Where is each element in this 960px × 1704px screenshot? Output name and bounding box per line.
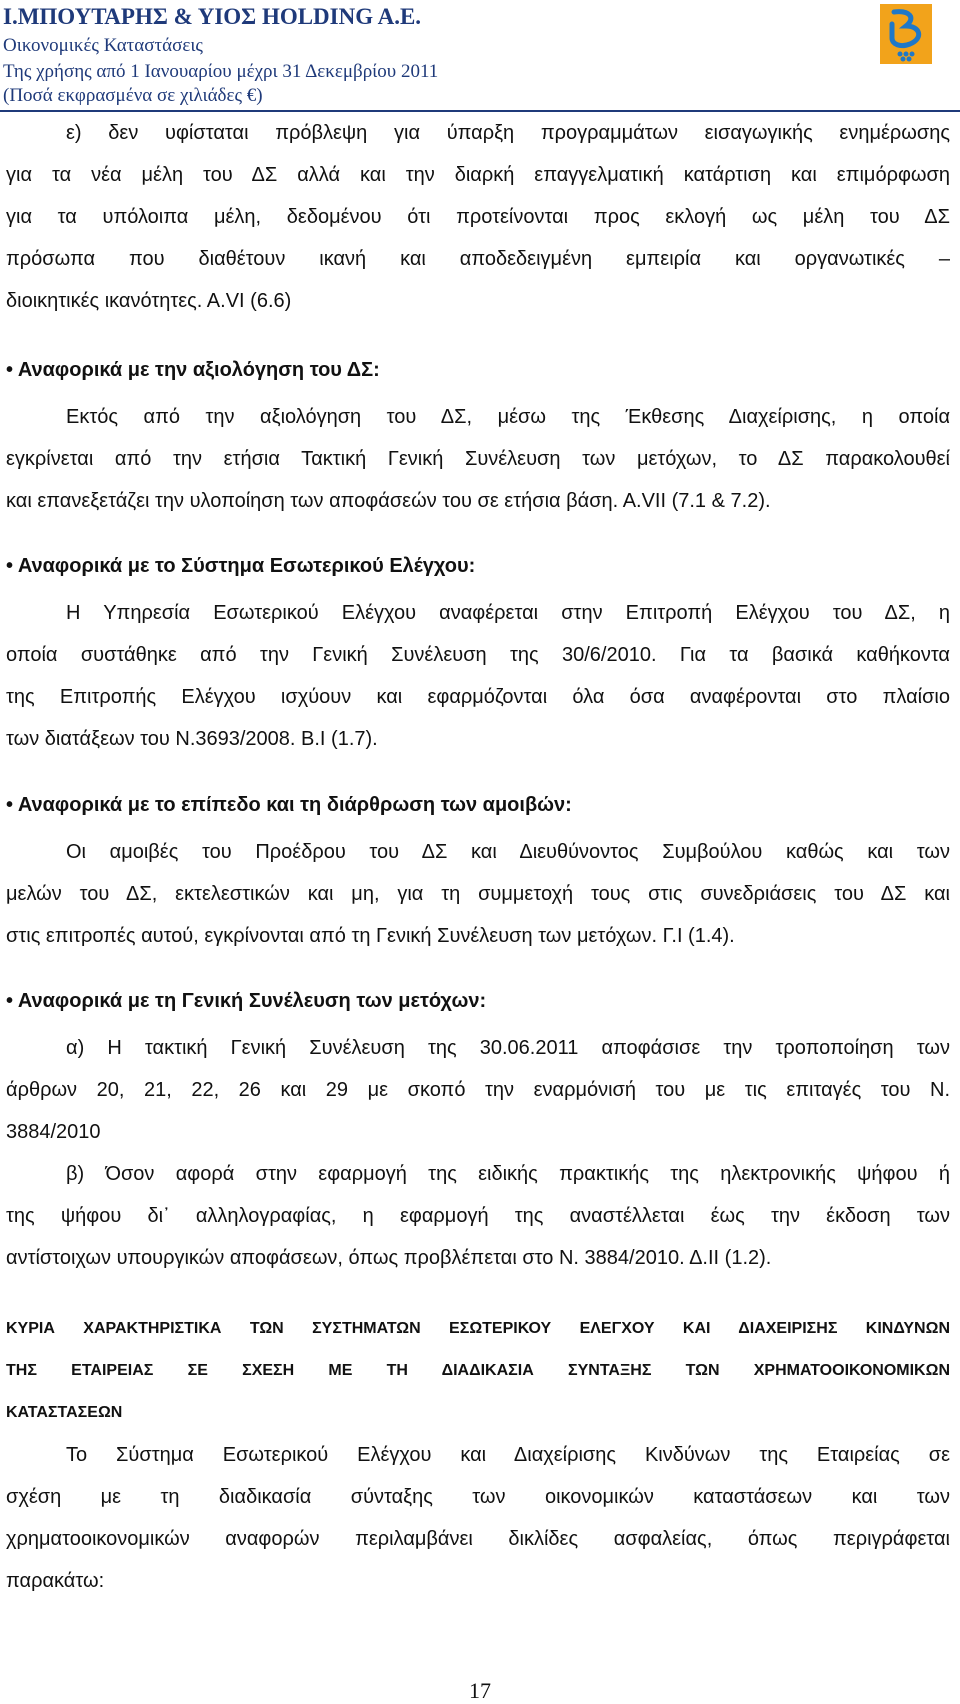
heading-general-meeting: • Αναφορικά με τη Γενική Συνέλευση των μετόχων:: [6, 990, 487, 1012]
text-line: εγκρίνεται από την ετήσια Τακτική Γενική Συνέλευση των μετόχων, το ΔΣ παρακολουθεί: [6, 448, 950, 470]
text-line: μελών του ΔΣ, εκτελεστικών και μη, για τη συμμετοχή τους στις συνεδριάσεις του ΔΣ και: [6, 883, 950, 905]
text-line: α) Η τακτική Γενική Συνέλευση της 30.06.2011 αποφάσισε την τροποποίηση των: [66, 1037, 950, 1059]
text-line: στις επιτροπές αυτού, εγκρίνονται από τη Γενική Συνέλευση των μετόχων. Γ.Ι (1.4).: [6, 925, 735, 947]
heading-board-evaluation: • Αναφορικά με την αξιολόγηση του ΔΣ:: [6, 359, 380, 381]
header-line-period: Της χρήσης από 1 Ιανουαρίου μέχρι 31 Δεκεμβρίου 2011: [3, 61, 439, 82]
text-line: παρακάτω:: [6, 1570, 105, 1592]
text-line: άρθρων 20, 21, 22, 26 και 29 με σκοπό την εναρμόνισή του με τις επιταγές του Ν.: [6, 1079, 950, 1101]
paragraph-board-training: [6, 112, 950, 322]
text-line: διοικητικές ικανότητες. Α.VI (6.6): [6, 290, 292, 312]
text-line: Το Σύστημα Εσωτερικού Ελέγχου και Διαχείρισης Κινδύνων της Εταιρείας σε: [66, 1444, 950, 1466]
text-line: β) Όσον αφορά στην εφαρμογή της ειδικής πρακτικής της ηλεκτρονικής ψήφου ή: [66, 1163, 950, 1185]
heading-internal-control: • Αναφορικά με το Σύστημα Εσωτερικού Ελέγχου:: [6, 555, 476, 577]
boutari-logo-icon: [880, 4, 932, 64]
text-line: και επανεξετάζει την υλοποίηση των αποφάσεών του σε ετήσια βάση. Α.VII (7.1 & 7.2).: [6, 490, 771, 512]
text-line: οποία συστάθηκε από την Γενική Συνέλευση της 30/6/2010. Για τα βασικά καθήκοντα: [6, 644, 950, 666]
paragraph-board-evaluation: [6, 396, 950, 522]
text-line: της ψήφου δι᾽ αλληλογραφίας, η εφαρμογή της αναστέλλεται έως την έκδοση των: [6, 1205, 950, 1227]
header-line-statements: Οικονομικές Καταστάσεις: [3, 35, 203, 56]
text-line: Εκτός από την αξιολόγηση του ΔΣ, μέσω της Έκθεσης Διαχείρισης, η οποία: [66, 406, 950, 428]
text-line: χρηματοοικονομικών αναφορών περιλαμβάνει δικλίδες ασφαλείας, όπως περιγράφεται: [6, 1528, 950, 1550]
heading-line: ΚΑΤΑΣΤΑΣΕΩΝ: [6, 1404, 123, 1421]
text-line: της Επιτροπής Ελέγχου ισχύουν και εφαρμόζονται όλα όσα αναφέρονται στο πλαίσιο: [6, 686, 950, 708]
paragraph-control-system: [6, 1434, 950, 1602]
text-line: Οι αμοιβές του Προέδρου του ΔΣ και Διευθύνοντος Συμβούλου καθώς και των: [66, 841, 950, 863]
text-line: αντίστοιχων υπουργικών αποφάσεων, όπως προβλέπεται στο Ν. 3884/2010. Δ.ΙΙ (1.2).: [6, 1247, 772, 1269]
section-heading-risk-management: [6, 1308, 950, 1434]
text-line: πρόσωπα που διαθέτουν ικανή και αποδεδειγμένη εμπειρία και οργανωτικές –: [6, 248, 950, 270]
paragraph-general-meeting-b: [6, 1153, 950, 1279]
text-line: ε) δεν υφίσταται πρόβλεψη για ύπαρξη προγραμμάτων εισαγωγικής ενημέρωσης: [66, 122, 950, 144]
text-line: σχέση με τη διαδικασία σύνταξης των οικονομικών καταστάσεων και των: [6, 1486, 950, 1508]
company-name: Ι.ΜΠΟΥΤΑΡΗΣ & ΥΙΟΣ HOLDING A.E.: [3, 4, 422, 29]
text-line: για τα νέα μέλη του ΔΣ αλλά και την διαρκή επαγγελματική κατάρτιση και επιμόρφωση: [6, 164, 950, 186]
text-line: των διατάξεων του Ν.3693/2008. Β.Ι (1.7).: [6, 728, 378, 750]
header-line-currency: (Ποσά εκφρασμένα σε χιλιάδες €): [3, 85, 263, 106]
text-line: για τα υπόλοιπα μέλη, δεδομένου ότι προτείνονται προς εκλογή ως μέλη του ΔΣ: [6, 206, 950, 228]
paragraph-general-meeting-a: [6, 1027, 950, 1153]
text-line: 3884/2010: [6, 1121, 101, 1143]
heading-remuneration: • Αναφορικά με το επίπεδο και τη διάρθρωση των αμοιβών:: [6, 794, 572, 816]
heading-line: ΚΥΡΙΑ ΧΑΡΑΚΤΗΡΙΣΤΙΚΑ ΤΩΝ ΣΥΣΤΗΜΑΤΩΝ ΕΣΩΤΕΡΙΚΟΥ ΕΛΕΓΧΟΥ ΚΑΙ ΔΙΑΧΕΙΡΙΣΗΣ ΚΙΝΔΥΝΩΝ: [6, 1320, 950, 1337]
page-number: 17: [469, 1678, 491, 1703]
paragraph-remuneration: [6, 831, 950, 957]
paragraph-internal-control: [6, 592, 950, 760]
heading-line: ΤΗΣ ΕΤΑΙΡΕΙΑΣ ΣΕ ΣΧΕΣΗ ΜΕ ΤΗ ΔΙΑΔΙΚΑΣΙΑ ΣΥΝΤΑΞΗΣ ΤΩΝ ΧΡΗΜΑΤΟΟΙΚΟΝΟΜΙΚΩΝ: [6, 1362, 950, 1379]
page-header: [0, 0, 960, 110]
text-line: Η Υπηρεσία Εσωτερικού Ελέγχου αναφέρεται στην Επιτροπή Ελέγχου του ΔΣ, η: [66, 602, 950, 624]
